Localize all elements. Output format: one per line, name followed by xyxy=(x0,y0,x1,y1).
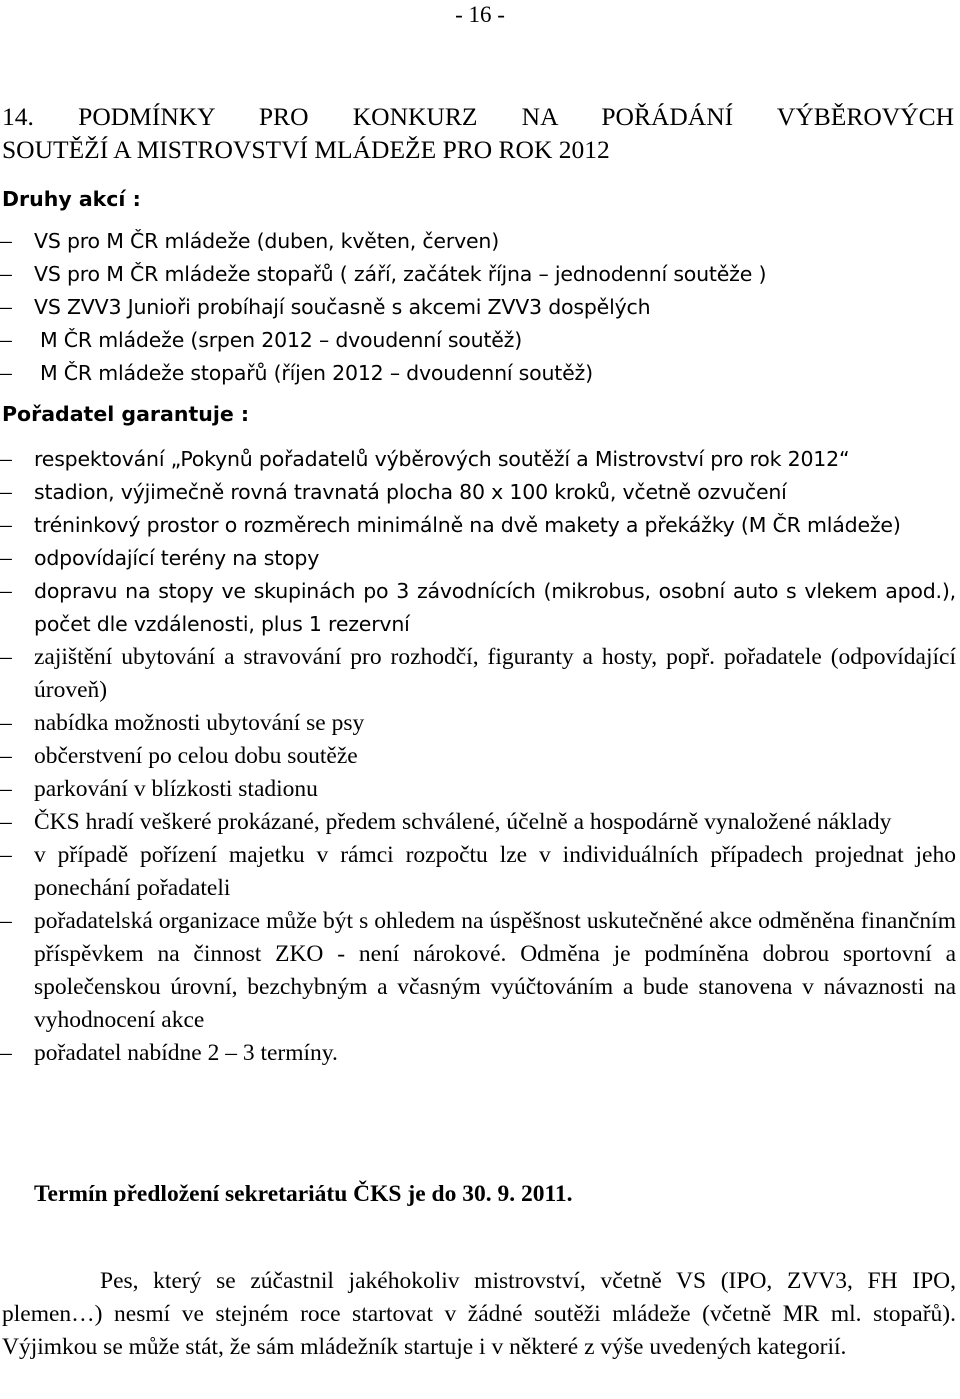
event-types-list xyxy=(0,225,956,390)
section-heading xyxy=(2,100,954,166)
closing-paragraph: Pes, který se zúčastnil jakéhokoliv mistrovství, včetně VS (IPO, ZVV3, FH IPO, plemen…) nesmí ve stejném roce startovat v žádné soutěži mládeže (včetně MR ml. stopařů). Výjimkou se může stát, že sám mládežník startuje i v některé z výše uvedených kategorií. xyxy=(2,1268,956,1360)
submission-deadline: Termín předložení sekretariátu ČKS je do 30. 9. 2011. xyxy=(34,1181,573,1207)
list-item xyxy=(0,575,956,641)
event-types-label: Druhy akcí : xyxy=(2,187,141,211)
dash-bullet: – xyxy=(0,644,12,670)
list-item xyxy=(0,509,956,542)
list-item xyxy=(0,773,956,806)
list-item xyxy=(0,905,956,1037)
dash-bullet: – xyxy=(0,743,12,769)
list-item-text: VS pro M ČR mládeže (duben, květen, červen) xyxy=(34,229,500,253)
list-item-text: pořadatel nabídne 2 – 3 termíny. xyxy=(34,1040,338,1066)
list-item-text: odpovídající terény na stopy xyxy=(34,546,320,570)
page-number: - 16 - xyxy=(455,2,505,27)
dash-bullet: – xyxy=(0,809,12,835)
list-item-text: občerstvení po celou dobu soutěže xyxy=(34,743,358,769)
dash-bullet: – xyxy=(0,842,12,868)
list-item xyxy=(0,839,956,905)
dash-bullet: – xyxy=(0,512,12,538)
list-item-text: VS ZVV3 Junioři probíhají současně s akcemi ZVV3 dospělých xyxy=(34,295,651,319)
list-item-text: VS pro M ČR mládeže stopařů ( září, začátek října – jednodenní soutěže ) xyxy=(34,262,767,286)
list-item-text: ČKS hradí veškeré prokázané, předem schválené, účelně a hospodárně vynaložené náklady xyxy=(34,809,892,835)
dash-bullet: – xyxy=(0,710,12,736)
list-item xyxy=(0,291,956,324)
dash-bullet: – xyxy=(0,479,12,505)
dash-bullet: – xyxy=(0,360,12,386)
dash-bullet: – xyxy=(0,1040,12,1066)
dash-bullet: – xyxy=(0,327,12,353)
list-item xyxy=(0,258,956,291)
list-item xyxy=(0,740,956,773)
list-item-text: respektování „Pokynů pořadatelů výběrových soutěží a Mistrovství pro rok 2012“ xyxy=(34,447,850,471)
list-item-text: stadion, výjimečně rovná travnatá plocha 80 x 100 kroků, včetně ozvučení xyxy=(34,480,787,504)
list-item xyxy=(0,225,956,258)
dash-bullet: – xyxy=(0,578,12,604)
list-item-text: pořadatelská organizace může být s ohledem na úspěšnost uskutečněné akce odměněna finančním příspěvkem na činnost ZKO - není nárokové. Odměna je podmíněna dobrou sportovní a společenskou úrovní, bezchybným a včasným vyúčtováním a bude stanovena v návaznosti na vyhodnocení akce xyxy=(34,908,956,1033)
dash-bullet: – xyxy=(0,446,12,472)
dash-bullet: – xyxy=(0,545,12,571)
list-item-text: M ČR mládeže (srpen 2012 – dvoudenní soutěž) xyxy=(40,328,523,352)
list-item xyxy=(0,806,956,839)
list-item xyxy=(0,324,956,357)
list-item-text: tréninkový prostor o rozměrech minimálně na dvě makety a překážky (M ČR mládeže) xyxy=(34,513,901,537)
list-item-text: parkování v blízkosti stadionu xyxy=(34,776,318,802)
list-item xyxy=(0,542,956,575)
organizer-label: Pořadatel garantuje : xyxy=(2,402,250,426)
list-item xyxy=(0,1037,956,1070)
dash-bullet: – xyxy=(0,228,12,254)
list-item-text: nabídka možnosti ubytování se psy xyxy=(34,710,365,736)
list-item-text: M ČR mládeže stopařů (říjen 2012 – dvoudenní soutěž) xyxy=(40,361,593,385)
list-item-text: zajištění ubytování a stravování pro rozhodčí, figuranty a hosty, popř. pořadatele (odpovídající úroveň) xyxy=(34,644,956,703)
list-item xyxy=(0,476,956,509)
organizer-guarantees-list xyxy=(0,443,956,1070)
dash-bullet: – xyxy=(0,776,12,802)
list-item xyxy=(0,443,956,476)
dash-bullet: – xyxy=(0,294,12,320)
dash-bullet: – xyxy=(0,908,12,934)
dash-bullet: – xyxy=(0,261,12,287)
list-item-text: v případě pořízení majetku v rámci rozpočtu lze v individuálních případech projednat jeho ponechání pořadateli xyxy=(34,842,956,901)
list-item xyxy=(0,357,956,390)
list-item-text: dopravu na stopy ve skupinách po 3 závodnících (mikrobus, osobní auto s vlekem apod.), počet dle vzdálenosti, plus 1 rezervní xyxy=(34,579,956,636)
list-item xyxy=(0,641,956,707)
list-item xyxy=(0,707,956,740)
section-heading-line-2: SOUTĚŽÍ A MISTROVSTVÍ MLÁDEŽE PRO ROK 2012 xyxy=(2,135,610,164)
section-heading-line-1: 14. PODMÍNKY PRO KONKURZ NA POŘÁDÁNÍ VÝBĚROVÝCH xyxy=(2,102,954,131)
